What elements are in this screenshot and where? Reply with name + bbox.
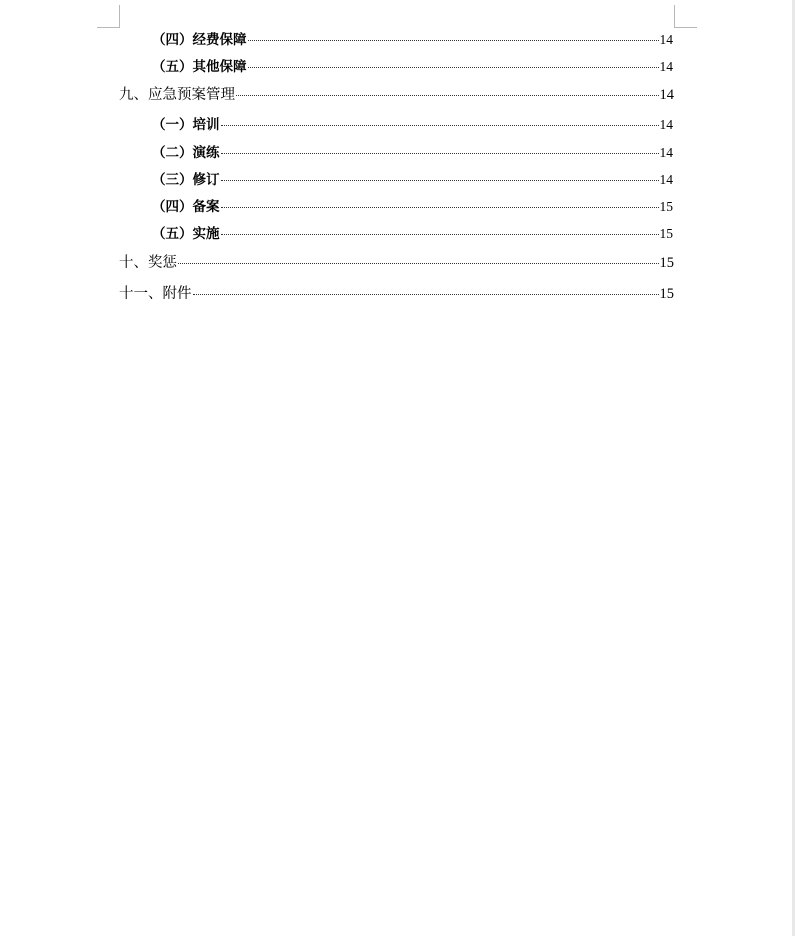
toc-leader-dots: [221, 207, 659, 208]
toc-entry-title: （四）备案: [152, 199, 220, 215]
toc-leader-dots: [221, 125, 659, 126]
toc-entry[interactable]: [119, 251, 674, 272]
toc-entry-title: （二）演练: [152, 145, 220, 161]
toc-entry-title: （四）经费保障: [152, 32, 247, 48]
toc-leader-dots: [221, 153, 659, 154]
margin-crop-mark-right: [674, 5, 697, 28]
toc-entry-page: 14: [659, 172, 673, 187]
toc-entry-title: 九、应急预案管理: [119, 87, 235, 103]
toc-entry[interactable]: [152, 113, 673, 133]
toc-entry-title: （五）其他保障: [152, 59, 247, 75]
toc-leader-dots: [193, 294, 659, 295]
toc-entry[interactable]: [119, 83, 674, 104]
toc-entry[interactable]: [152, 168, 673, 188]
toc-entry[interactable]: [152, 222, 673, 242]
toc-entry[interactable]: [119, 282, 674, 303]
toc-entry[interactable]: [152, 195, 673, 215]
toc-entry-title: 十、奖惩: [119, 255, 177, 271]
toc-entry-title: 十一、附件: [119, 286, 192, 302]
toc-entry[interactable]: [152, 55, 673, 75]
toc-entry-page: 14: [659, 32, 673, 47]
toc-entry-page: 15: [659, 226, 673, 241]
toc-entry-title: （三）修订: [152, 172, 220, 188]
toc-leader-dots: [248, 67, 659, 68]
toc-leader-dots: [236, 95, 659, 96]
toc-leader-dots: [221, 234, 659, 235]
toc-entry-page: 14: [659, 145, 673, 160]
toc-entry-page: 14: [659, 59, 673, 74]
toc-entry-title: （一）培训: [152, 117, 220, 133]
toc-leader-dots: [178, 263, 659, 264]
toc-entry-page: 14: [659, 117, 673, 132]
toc-entry-page: 15: [659, 286, 674, 302]
toc-leader-dots: [248, 40, 659, 41]
toc-leader-dots: [221, 180, 659, 181]
toc-entry-page: 15: [659, 255, 674, 271]
toc-entry-title: （五）实施: [152, 226, 220, 242]
toc-entry[interactable]: [152, 141, 673, 161]
margin-crop-mark-left: [97, 5, 120, 28]
toc-entry-page: 15: [659, 199, 673, 214]
toc-entry[interactable]: [152, 28, 673, 48]
toc-entry-page: 14: [659, 87, 674, 103]
